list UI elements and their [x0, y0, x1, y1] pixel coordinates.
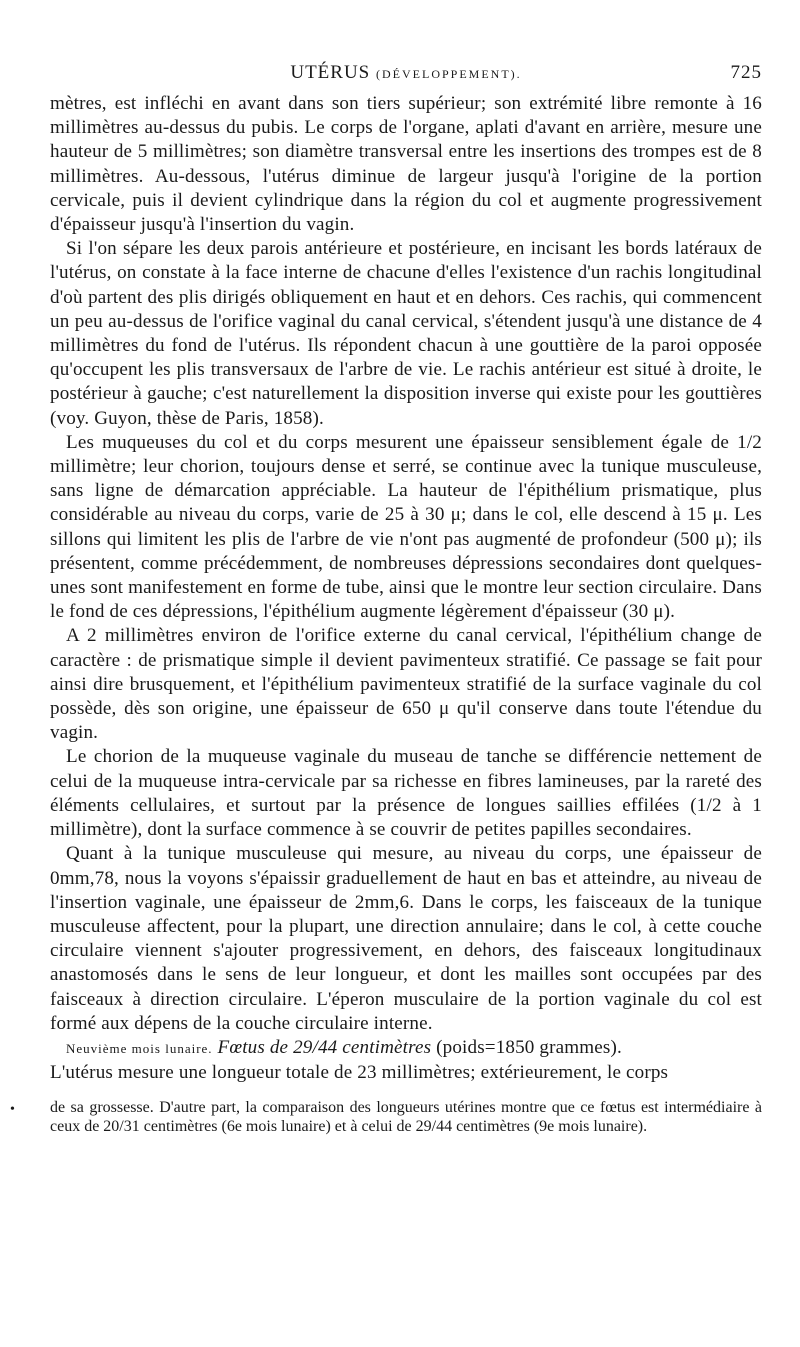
paragraph-5: Le chorion de la muqueuse vaginale du museau de tanche se différencie nettement de celui de la muqueuse intra-cervicale par sa richesse en fibres lamineuses, par la rareté des éléments cellulaires, et surtout par la présence de longues saillies effilées (1/2 à 1 millimètre), dont la surface commence à se couvrir de petites papilles secondaires. [50, 746, 762, 841]
running-header [50, 62, 762, 92]
section-heading: Fœtus de 29/44 centimètres [217, 1036, 432, 1058]
paragraph-3: Les muqueuses du col et du corps mesurent une épaisseur sensiblement égale de 1/2 millimètre; leur chorion, toujours dense et serré, se continue avec la tunique musculeuse, sans ligne de démarcation appréciable. La hauteur de l'épithélium prismatique, plus considérable au niveau du corps, varie de 25 à 30 μ; dans le col, elle descend à 15 μ. Les sillons qui limitent les plis de l'arbre de vie n'ont pas augmenté de profondeur (500 μ); ils présentent, comme précédemment, de nombreuses dépressions secondaires dont quelques-unes sont manifestement en forme de tube, ainsi que le montre leur section circulaire. Dans le fond de ces dépressions, l'épithélium augmente légèrement d'épaisseur (30 μ). [50, 431, 762, 623]
paragraph-1: mètres, est infléchi en avant dans son tiers supérieur; son extrémité libre remonte à 16 millimètres au-dessus du pubis. Le corps de l'organe, aplati d'avant en arrière, mesure une hauteur de 5 millimètres; son diamètre transversal entre les insertions des trompes est de 8 millimètres. Au-dessous, l'utérus diminue de largeur jusqu'à l'origine de la portion cervicale, puis il devient cylindrique dans la région du col et augmente progressivement d'épaisseur jusqu'à l'insertion du vagin. [50, 93, 762, 236]
paragraph-6: Quant à la tunique musculeuse qui mesure, au niveau du corps, une épaisseur de 0mm,78, nous la voyons s'épaissir graduellement de haut en bas et atteindre, au niveau de l'insertion vaginale, une épaisseur de 2mm,6. Dans le corps, les faisceaux de la tunique musculeuse affectent, pour la plupart, une direction annulaire; dans le col, à cette couche circulaire viennent s'ajouter progressivement, en dehors, des faisceaux longitudinaux anastomosés dans le sens de leur longueur, et dont les mailles sont occupées par des faisceaux à direction circulaire. L'éperon musculaire de la portion vaginale du col est formé aux dépens de la couche circulaire interne. [50, 843, 762, 1034]
section-text: L'utérus mesure une longueur totale de 23 millimètres; extérieurement, le corps [50, 1062, 669, 1084]
page-number: 725 [730, 62, 762, 83]
section-weight: (poids=1850 grammes). [436, 1036, 622, 1058]
running-title-sub: (DÉVELOPPEMENT). [376, 67, 522, 81]
section-heading-line [50, 1036, 762, 1061]
running-title-main: UTÉRUS [290, 62, 371, 83]
bullet-icon: • [10, 1102, 15, 1118]
paragraph-2: Si l'on sépare les deux parois antérieure et postérieure, en incisant les bords latéraux de l'utérus, on constate à la face interne de chacune d'elles l'existence d'un rachis longitudinal d'où partent des plis dirigés obliquement en haut et en dehors. Ces rachis, qui commencent un peu au-dessus de l'orifice vaginal du canal cervical, s'étendent jusqu'à une distance de 4 millimètres du fond de l'utérus. Ils répondent chacun à une gouttière de la paroi opposée qu'occupent les plis transversaux de l'arbre de vie. Le rachis antérieur est situé à droite, le postérieur à gauche; c'est naturellement la disposition inverse qui existe pour les gouttières (voy. Guyon, thèse de Paris, 1858). [50, 238, 762, 429]
running-title [50, 62, 762, 84]
footnote-text: de sa grossesse. D'autre part, la comparaison des longueurs utérines montre que ce fœtus est intermédiaire à ceux de 20/31 centimètres (6e mois lunaire) et à celui de 29/44 centimètres (9e mois lunaire). [50, 1099, 762, 1135]
paragraph-4: A 2 millimètres environ de l'orifice externe du canal cervical, l'épithélium change de caractère : de prismatique simple il devient pavimenteux stratifié. Ce passage se fait pour ainsi dire brusquement, et l'épithélium pavimenteux stratifié de la surface vaginale du col possède, dès son origine, une épaisseur de 650 μ qu'il conserve dans toute l'étendue du vagin. [50, 625, 762, 744]
footnote [10, 1099, 762, 1136]
section-label: Neuvième mois lunaire. [66, 1040, 213, 1056]
body-text [50, 92, 762, 1085]
